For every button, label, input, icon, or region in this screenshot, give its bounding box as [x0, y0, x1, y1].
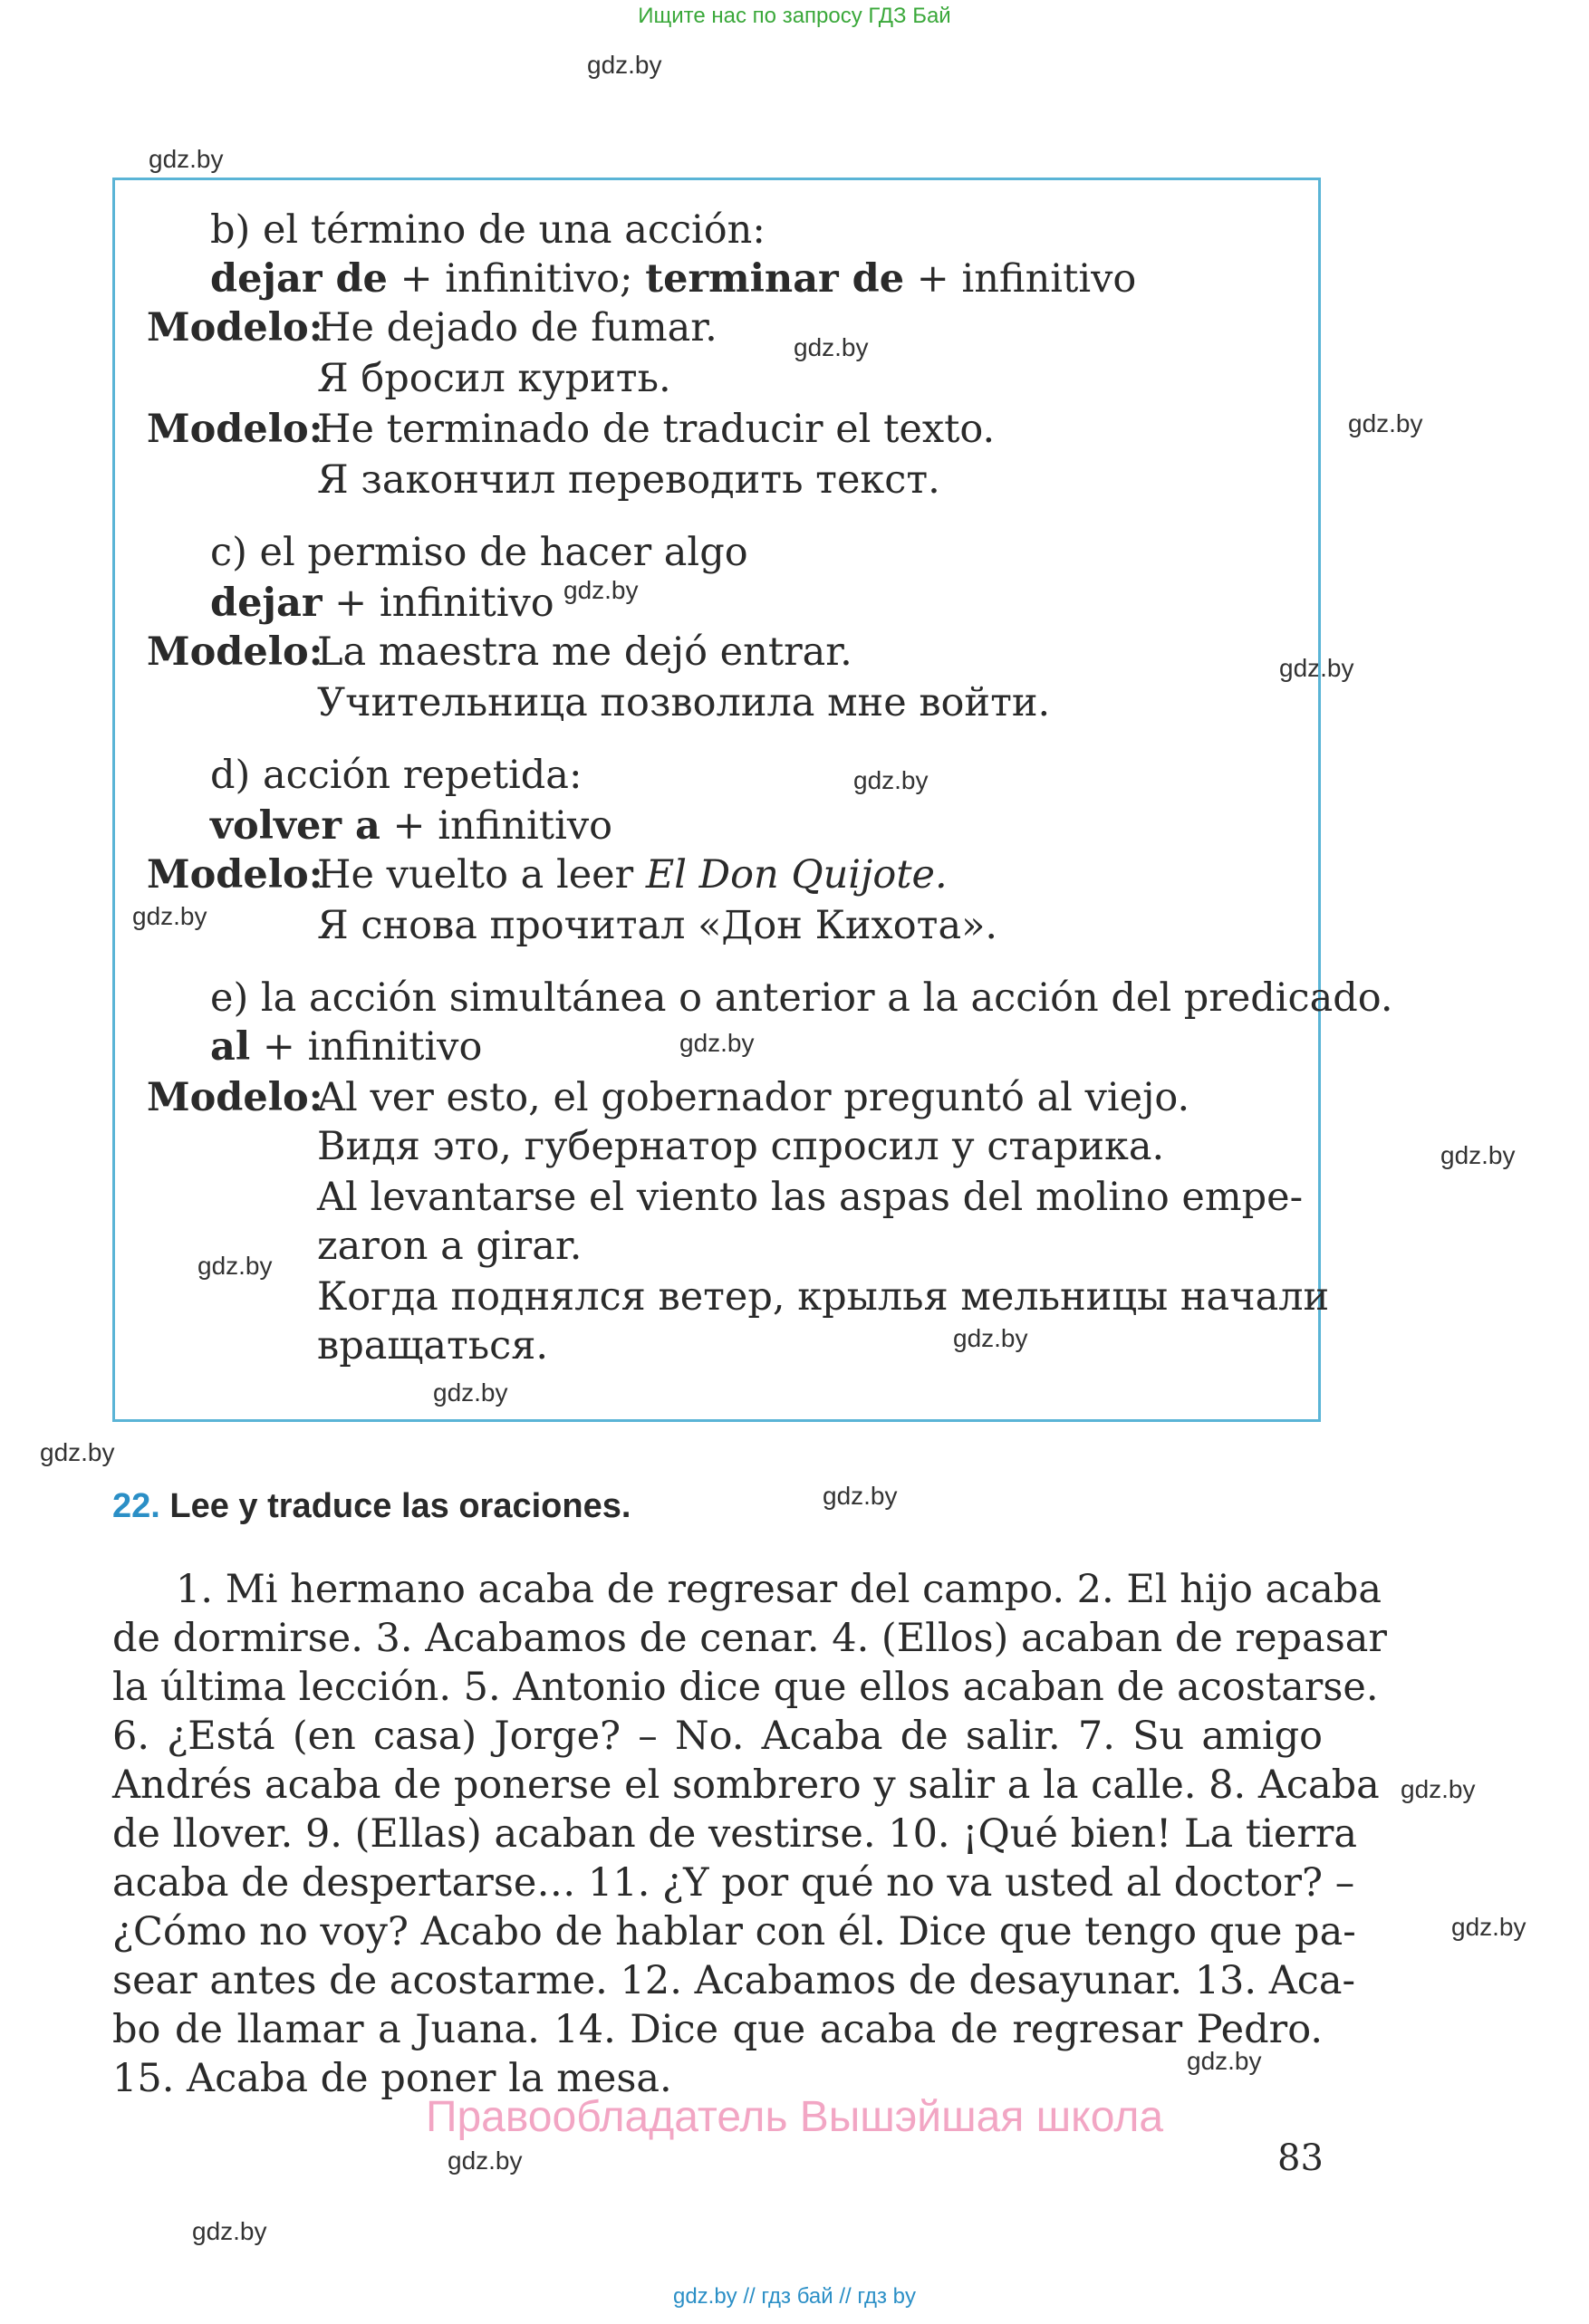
example-ru: Я закончил переводить текст.: [317, 457, 940, 503]
watermark: gdz.by: [1279, 654, 1354, 682]
example-es: He terminado de traducir el texto.: [317, 407, 996, 452]
watermark: gdz.by: [1451, 1913, 1526, 1941]
text-line: sear antes de acostarme. 12. Acabamos de desayunar. 13. Aca-: [112, 1958, 1356, 2003]
watermark: gdz.by: [1348, 409, 1423, 437]
text-line: la última lección. 5. Antonio dice que ellos acaban de acostarse.: [112, 1665, 1379, 1710]
watermark: gdz.by: [1187, 2047, 1262, 2075]
watermark: gdz.by: [192, 2217, 267, 2245]
section-e-formula: al + infinitivo: [210, 1024, 483, 1070]
modelo-label: Modelo:: [147, 852, 323, 898]
example-ru: Я бросил курить.: [317, 356, 671, 401]
watermark: gdz.by: [587, 51, 662, 79]
example-es: He dejado de fumar.: [317, 305, 717, 351]
watermark: gdz.by: [953, 1324, 1028, 1352]
text-line: Andrés acaba de ponerse el sombrero y salir a la calle. 8. Acaba: [112, 1762, 1380, 1808]
text-line: 15. Acaba de poner la mesa.: [112, 2056, 672, 2101]
watermark: gdz.by: [794, 333, 869, 361]
text-line: 6. ¿Está (en casa) Jorge? – No. Acaba de salir. 7. Su amigo: [112, 1714, 1323, 1759]
watermark: gdz.by: [197, 1252, 273, 1280]
watermark: gdz.by: [1440, 1141, 1516, 1169]
section-c-formula: dejar + infinitivo: [210, 581, 554, 626]
exercise-number: 22.: [112, 1487, 160, 1525]
text-line: bo de llamar a Juana. 14. Dice que acaba de regresar Pedro.: [112, 2007, 1323, 2052]
example-es: Al ver esto, el gobernador preguntó al viejo.: [317, 1075, 1190, 1120]
watermark: gdz.by: [1401, 1775, 1476, 1803]
exercise-title: Lee y traduce las oraciones.: [159, 1487, 631, 1525]
watermark: gdz.by: [853, 766, 929, 794]
section-b-title: b) el término de una acción:: [210, 207, 766, 253]
modelo-label: Modelo:: [147, 1075, 323, 1120]
rights-holder-note: Правообладатель Вышэйшая школа: [425, 2093, 1164, 2141]
text-line: de dormirse. 3. Acabamos de cenar. 4. (Ellos) acaban de repasar: [112, 1616, 1387, 1661]
example-es: Al levantarse el viento las aspas del molino empe-: [317, 1175, 1304, 1220]
modelo-label: Modelo:: [147, 407, 323, 452]
section-b-formula: dejar de + infinitivo; terminar de + infinitivo: [210, 256, 1137, 302]
watermark: gdz.by: [132, 902, 207, 930]
section-d-title: d) acción repetida:: [210, 753, 583, 798]
exercise-heading: [112, 1487, 631, 1526]
modelo-label: Modelo:: [147, 305, 323, 351]
example-ru: вращаться.: [317, 1323, 549, 1368]
example-ru: Учительница позволила мне войти.: [317, 680, 1051, 725]
watermark: gdz.by: [433, 1378, 508, 1407]
watermark: gdz.by: [823, 1482, 898, 1510]
footer-links[interactable]: gdz.by // гдз бай // гдз by: [672, 2284, 917, 2309]
example-es: La maestra me dejó entrar.: [317, 629, 852, 675]
example-ru: Я снова прочитал «Дон Кихота».: [317, 903, 998, 948]
watermark: gdz.by: [563, 576, 639, 604]
example-ru: Видя это, губернатор спросил у старика.: [317, 1124, 1165, 1169]
grammar-box: [112, 178, 1321, 1422]
text-line: 1. Mi hermano acaba de regresar del campo. 2. El hijo acaba: [176, 1567, 1382, 1612]
exercise-text: [112, 1565, 1387, 2103]
watermark: gdz.by: [149, 145, 224, 173]
text-line: de llover. 9. (Ellas) acaban de vestirse. 10. ¡Qué bien! La tierra: [112, 1811, 1358, 1857]
example-ru: Когда поднялся ветер, крылья мельницы начали: [317, 1274, 1330, 1320]
example-es: zaron a girar.: [317, 1224, 583, 1269]
section-c-title: c) el permiso de hacer algo: [210, 530, 748, 575]
example-es: He vuelto a leer El Don Quijote.: [317, 852, 948, 898]
text-line: ¿Cómo no voy? Acabo de hablar con él. Dice que tengo que pa-: [112, 1909, 1356, 1954]
top-banner[interactable]: Ищите нас по запросу ГДЗ Бай: [638, 4, 951, 28]
section-e-title: e) la acción simultánea o anterior a la acción del predicado.: [210, 975, 1393, 1021]
watermark: gdz.by: [679, 1029, 755, 1057]
text-line: acaba de despertarse… 11. ¿Y por qué no va usted al doctor? –: [112, 1860, 1355, 1906]
section-d-formula: volver a + infinitivo: [210, 803, 612, 849]
page-number: 83: [1277, 2137, 1324, 2179]
watermark: gdz.by: [448, 2146, 523, 2175]
modelo-label: Modelo:: [147, 629, 323, 675]
watermark: gdz.by: [40, 1438, 115, 1466]
